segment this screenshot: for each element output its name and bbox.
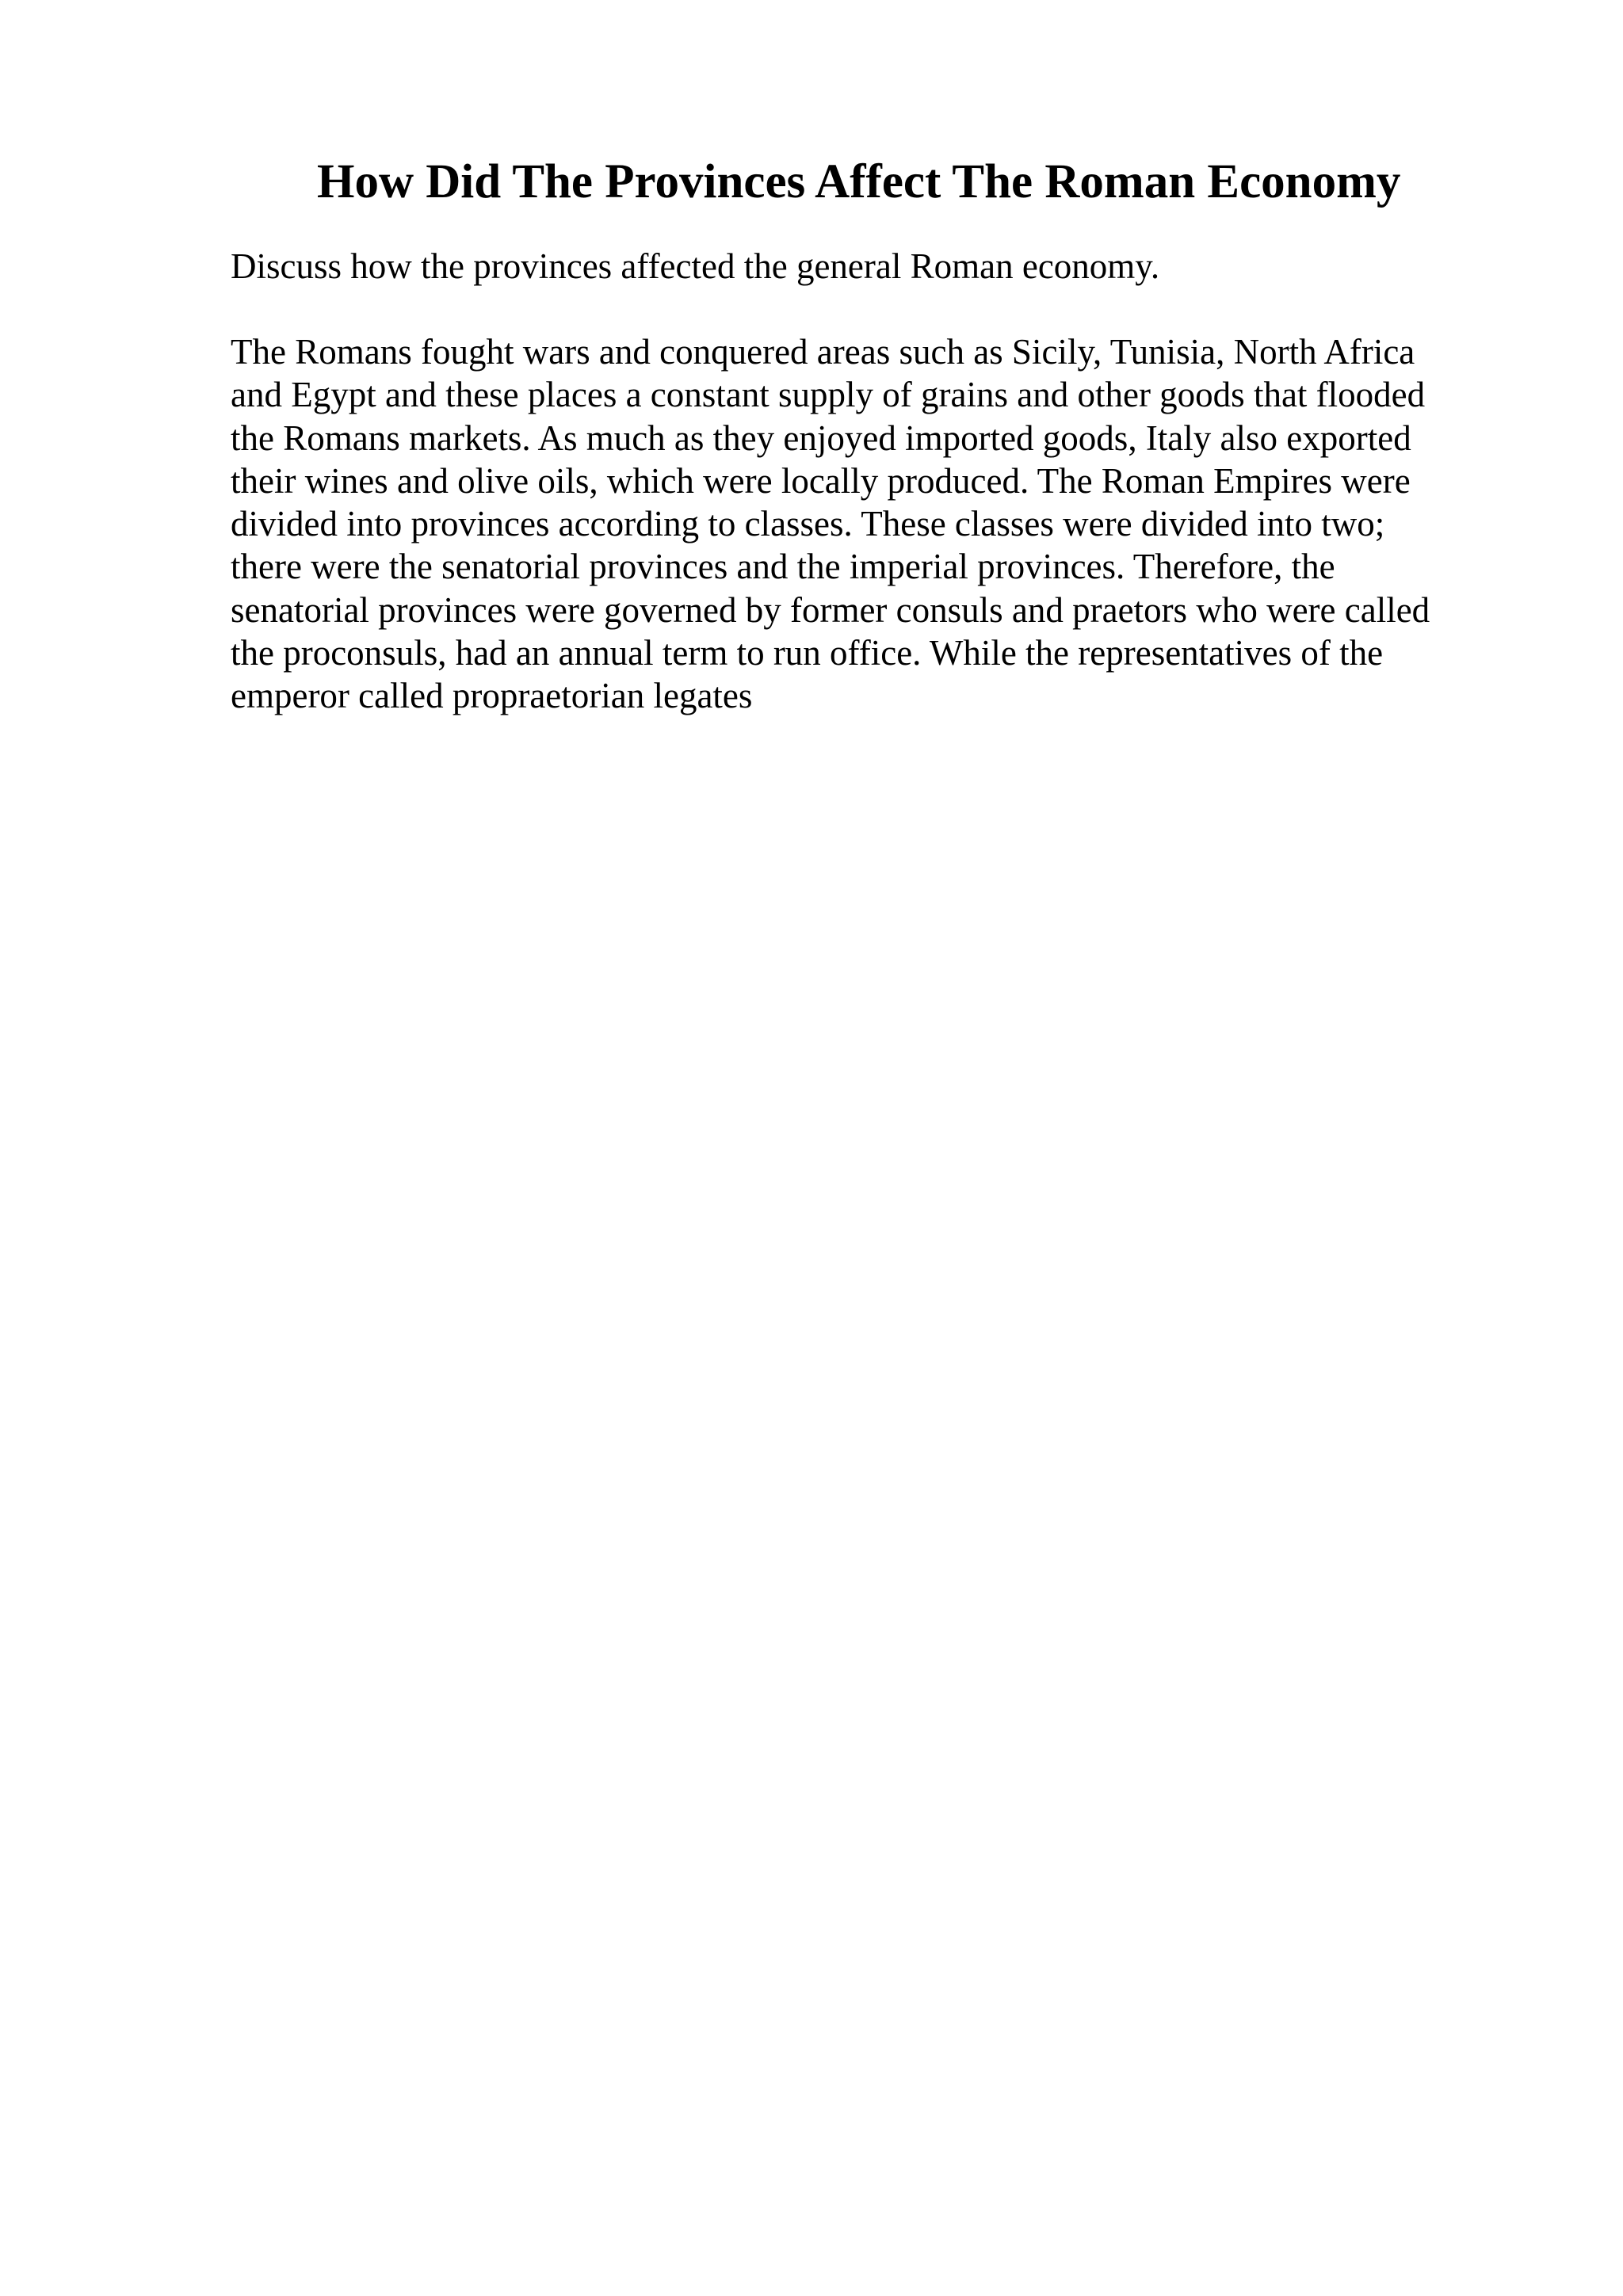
essay-prompt: Discuss how the provinces affected the general Roman economy. [231, 246, 1160, 286]
body-line: divided into provinces according to classes. These classes were divided into two; [231, 504, 1385, 544]
body-line: and Egypt and these places a constant supply of grains and other goods that flooded [231, 375, 1426, 415]
body-line: senatorial provinces were governed by former consuls and praetors who were called [231, 589, 1430, 630]
body-line: the Romans markets. As much as they enjoyed imported goods, Italy also exported [231, 418, 1411, 458]
body-line: emperor called propraetorian legates [231, 676, 753, 716]
body-line: The Romans fought wars and conquered areas such as Sicily, Tunisia, North Africa [231, 332, 1415, 372]
document-title: How Did The Provinces Affect The Roman Economy [317, 155, 1401, 208]
essay-body [231, 330, 1530, 718]
body-line: the proconsuls, had an annual term to run office. While the representatives of the [231, 633, 1384, 673]
body-line: there were the senatorial provinces and the imperial provinces. Therefore, the [231, 547, 1335, 587]
body-line: their wines and olive oils, which were locally produced. The Roman Empires were [231, 460, 1411, 501]
